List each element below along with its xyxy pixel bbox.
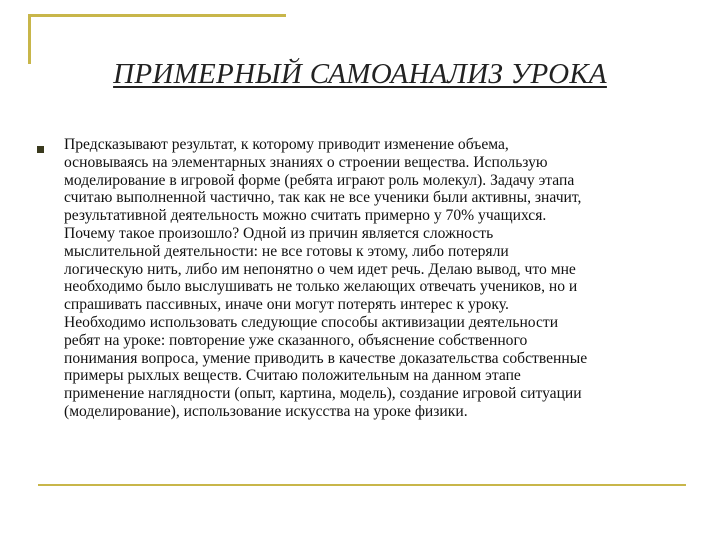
square-bullet-icon: [37, 146, 44, 153]
body-line: считаю выполненной частично, так как не все ученики были активны, значит,: [64, 189, 582, 207]
body-line: Почему такое произошло? Одной из причин является сложность: [64, 224, 494, 242]
body-paragraph: [64, 136, 684, 421]
decorative-bottom-line: [38, 484, 686, 486]
decorative-vertical-line: [28, 14, 31, 64]
body-line: результативной деятельность можно считать примерно у 70% учащихся.: [64, 207, 547, 225]
decorative-top-line: [28, 14, 286, 17]
body-line: мыслительной деятельности: не все готовы к этому, либо потеряли: [64, 242, 509, 260]
body-line: Предсказывают результат, к которому приводит изменение объема,: [64, 136, 509, 153]
body-line: необходимо было выслушивать не только желающих отвечать учеников, но и: [64, 278, 578, 296]
body-line: применение наглядности (опыт, картина, модель), создание игровой ситуации: [64, 385, 582, 403]
body-line: ребят на уроке: повторение уже сказанного, объяснение собственного: [64, 331, 528, 349]
body-line: (моделирование), использование искусства на уроке физики.: [64, 402, 468, 420]
body-line: основываясь на элементарных знаниях о строении вещества. Использую: [64, 153, 548, 171]
body-line: понимания вопроса, умение приводить в качестве доказательства собственные: [64, 349, 588, 367]
slide-title: ПРИМЕРНЫЙ САМОАНАЛИЗ УРОКА: [113, 58, 607, 90]
body-line: моделирование в игровой форме (ребята играют роль молекул). Задачу этапа: [64, 171, 575, 189]
body-line: логическую нить, либо им непонятно о чем идет речь. Делаю вывод, что мне: [64, 260, 576, 278]
body-line: спрашивать пассивных, иначе они могут потерять интерес к уроку.: [64, 296, 509, 314]
body-line: примеры рыхлых веществ. Считаю положительным на данном этапе: [64, 367, 521, 385]
body-line: Необходимо использовать следующие способы активизации деятельности: [64, 313, 559, 331]
